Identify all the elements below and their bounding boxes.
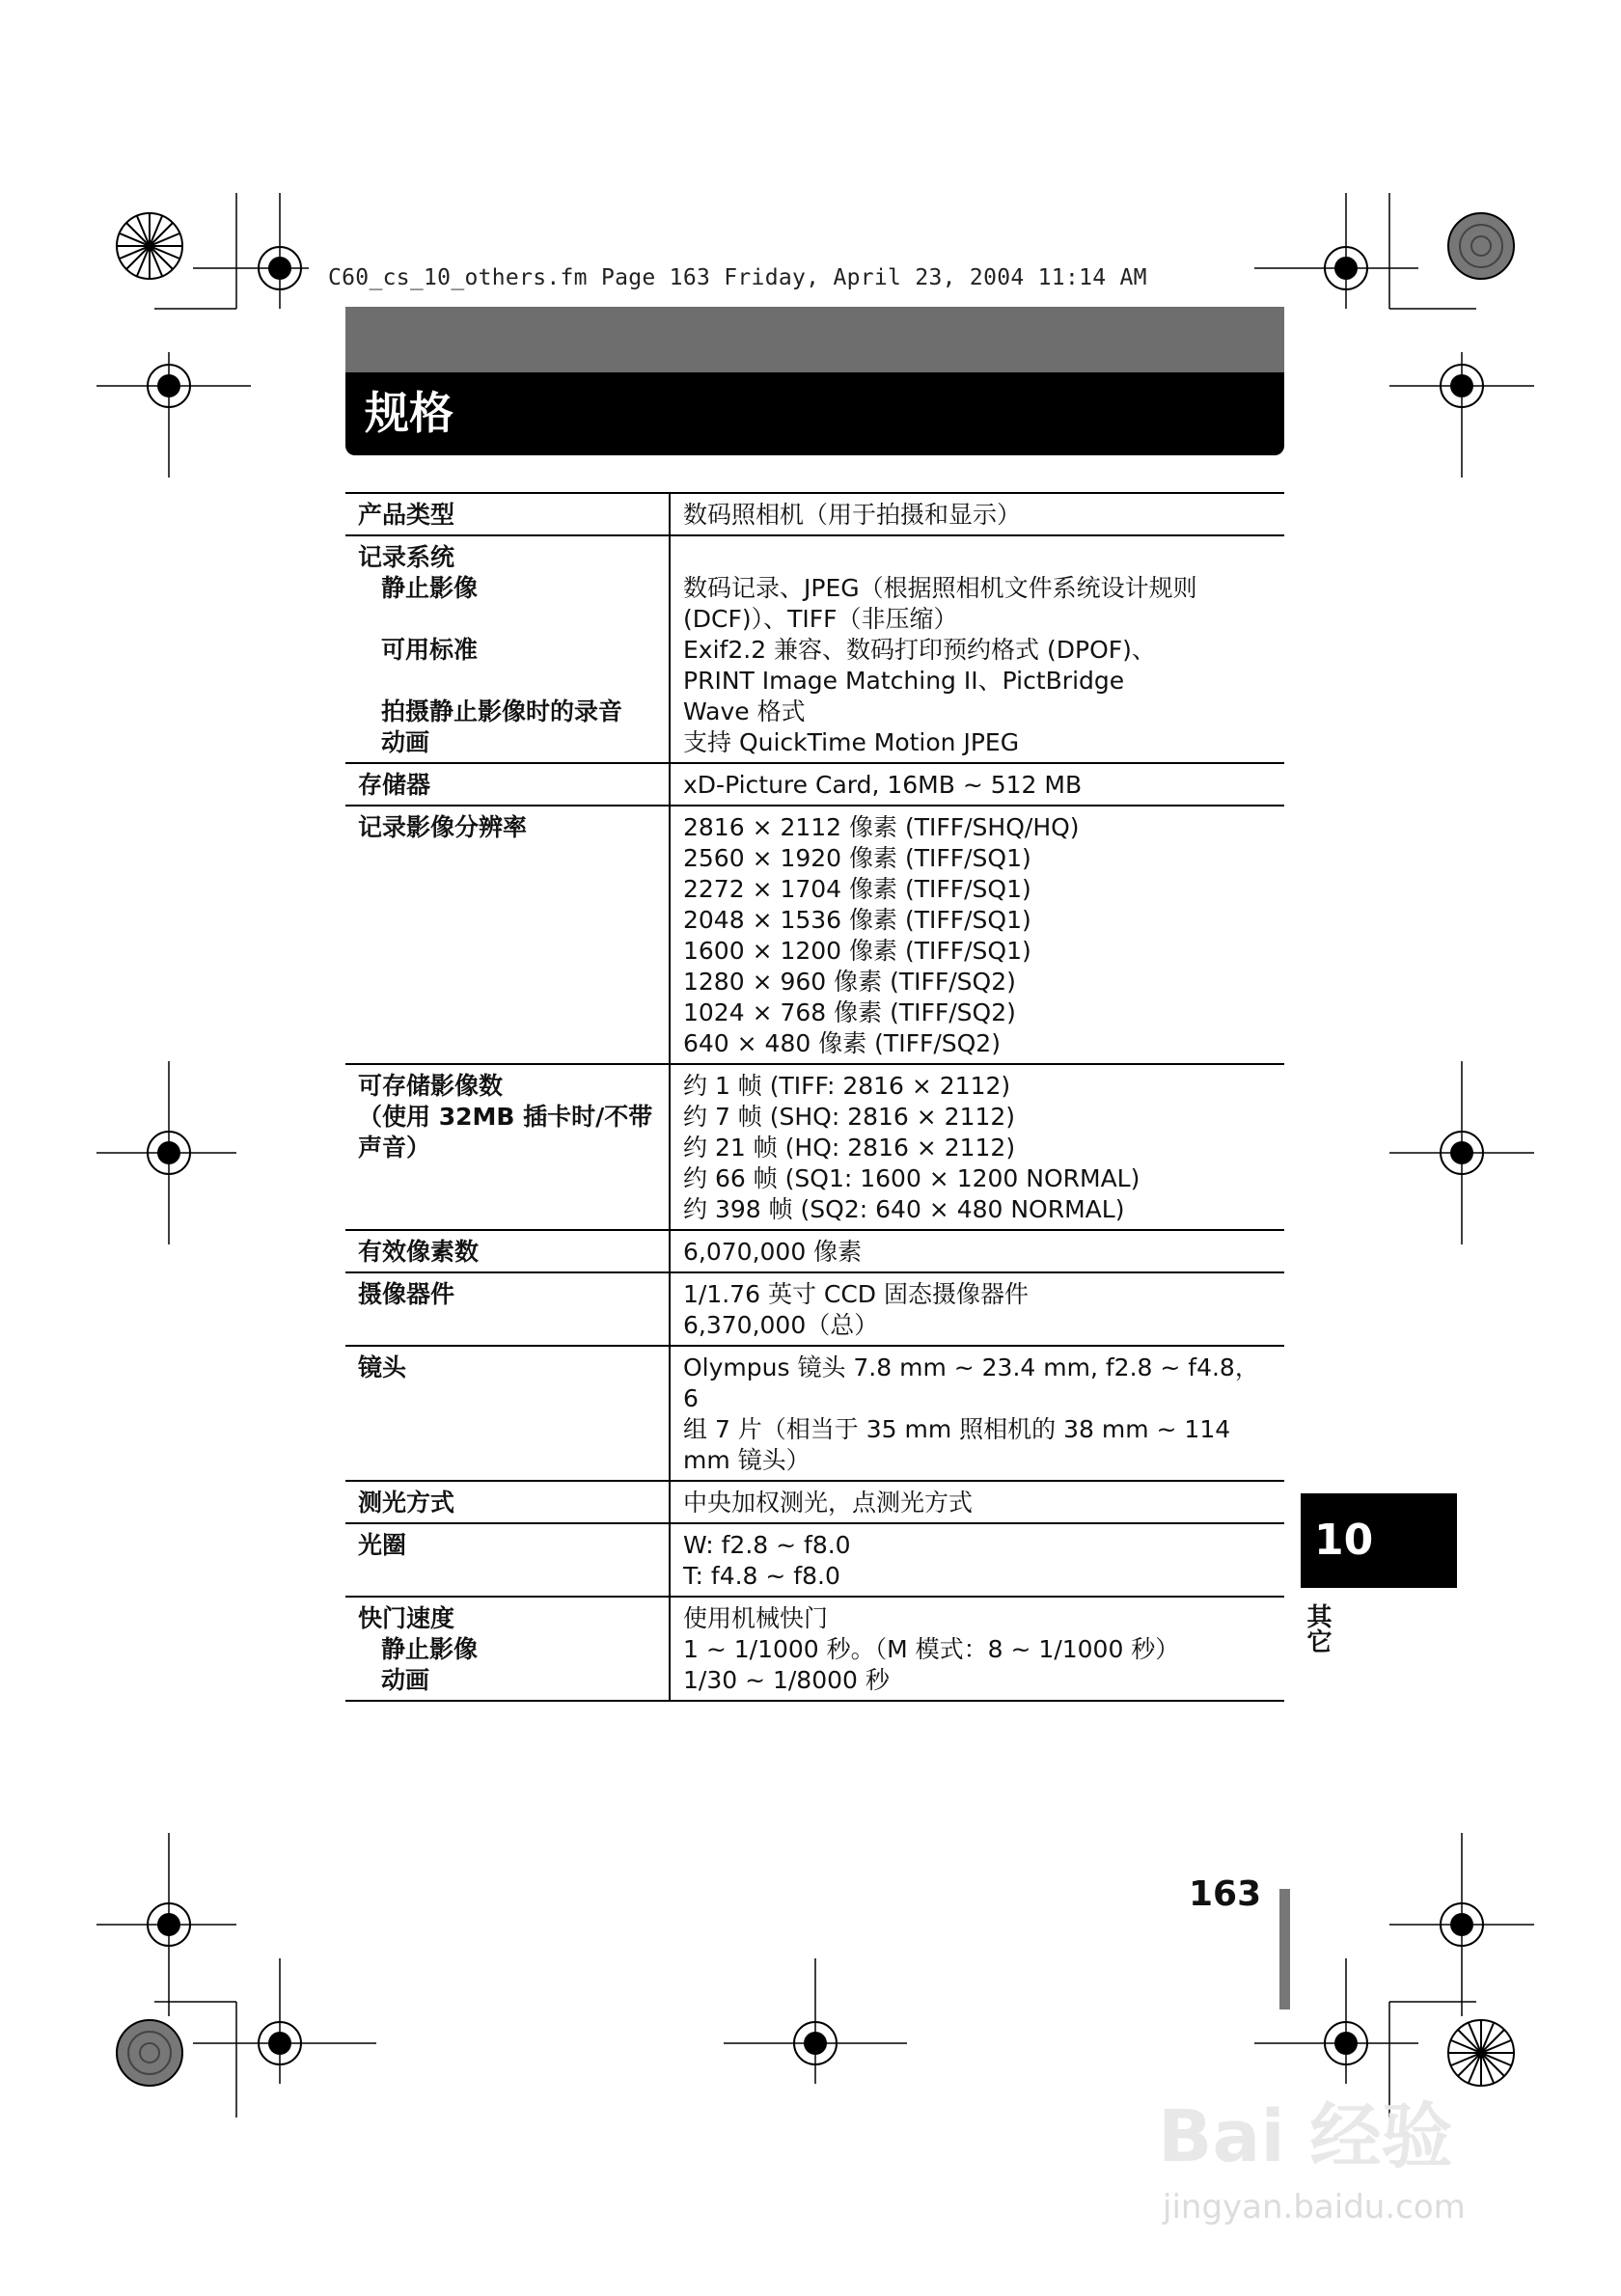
spec-label: 测光方式 [345,1481,670,1523]
spec-label-note: （使用 32MB 插卡时/不带 [358,1103,653,1131]
spec-label: 镜头 [345,1346,670,1481]
spec-value: 约 1 帧 (TIFF: 2816 × 2112) [683,1072,1011,1100]
spec-value: 1280 × 960 像素 (TIFF/SQ2) [683,968,1016,996]
spec-value: 1600 × 1200 像素 (TIFF/SQ1) [683,937,1031,965]
spec-label: 记录系统 [358,543,455,571]
spec-label: 可存储影像数 [358,1072,504,1100]
spec-value: 约 398 帧 (SQ2: 640 × 480 NORMAL) [683,1195,1125,1223]
table-row [345,763,1284,806]
spec-value: 2048 × 1536 像素 (TIFF/SQ1) [683,906,1031,934]
file-header: C60_cs_10_others.fm Page 163 Friday, April 23, 2004 11:14 AM [328,265,1147,290]
spec-value: Exif2.2 兼容、数码打印预约格式 (DPOF)、 [683,636,1156,664]
spec-value: 1024 × 768 像素 (TIFF/SQ2) [683,998,1016,1026]
spec-value: 中央加权测光，点测光方式 [670,1481,1284,1523]
spec-sublabel: 可用标准 [381,636,479,664]
spec-value: PRINT Image Matching II、PictBridge [683,667,1125,695]
table-row [345,1272,1284,1346]
table-row [345,1597,1284,1701]
spec-value: 6,070,000 像素 [670,1230,1284,1272]
spec-label: 产品类型 [345,493,670,535]
chapter-tab: 10 [1301,1493,1457,1588]
table-row [345,535,1284,763]
title-bar-top [345,307,1284,372]
spec-label: 光圈 [345,1523,670,1597]
specs-table [345,492,1284,1702]
spec-value: W: f2.8 ~ f8.0 [683,1531,851,1559]
spec-value: 数码记录、JPEG（根据照相机文件系统设计规则 [683,574,1197,602]
table-row [345,1230,1284,1272]
spec-sublabel: 动画 [381,728,430,756]
spec-value: 约 21 帧 (HQ: 2816 × 2112) [683,1134,1016,1162]
spec-sublabel: 动画 [381,1666,430,1694]
spec-value: Wave 格式 [683,697,806,725]
spec-value: 约 7 帧 (SHQ: 2816 × 2112) [683,1103,1016,1131]
spec-value: 约 66 帧 (SQ1: 1600 × 1200 NORMAL) [683,1164,1140,1192]
page-title: 规格 [365,387,453,439]
spec-value: 1/30 ~ 1/8000 秒 [683,1666,890,1694]
spec-value: 数码照相机（用于拍摄和显示） [670,493,1284,535]
spec-label: 记录影像分辨率 [345,806,670,1064]
spec-value: 6,370,000（总） [683,1311,879,1339]
spec-value: 640 × 480 像素 (TIFF/SQ2) [683,1029,1001,1057]
table-row [345,806,1284,1064]
spec-value: mm 镜头） [683,1446,810,1474]
spec-value: T: f4.8 ~ f8.0 [683,1562,840,1590]
watermark-logo: Bai 经验 [1158,2095,1453,2178]
spec-label: 摄像器件 [345,1272,670,1346]
spec-value: (DCF)）、TIFF（非压缩） [683,605,958,633]
spec-label: 有效像素数 [345,1230,670,1272]
spec-sublabel: 静止影像 [381,1635,479,1663]
spec-value: 组 7 片（相当于 35 mm 照相机的 38 mm ~ 114 [683,1415,1231,1443]
spec-value: 2272 × 1704 像素 (TIFF/SQ1) [683,875,1031,903]
table-row [345,493,1284,535]
watermark-url: jingyan.baidu.com [1163,2188,1466,2227]
spec-sublabel: 静止影像 [381,574,479,602]
table-row [345,1346,1284,1481]
spec-value: 使用机械快门 [683,1604,829,1632]
spec-label: 快门速度 [358,1604,455,1632]
page-number: 163 [1189,1874,1262,1914]
spec-label: 存储器 [345,763,670,806]
page-number-bar [1279,1889,1290,2009]
spec-value: Olympus 镜头 7.8 mm ~ 23.4 mm, f2.8 ~ f4.8，6 [683,1353,1259,1412]
spec-value: 1 ~ 1/1000 秒。（M 模式：8 ~ 1/1000 秒） [683,1635,1180,1663]
spec-value: 支持 QuickTime Motion JPEG [683,728,1020,756]
spec-value: 1/1.76 英寸 CCD 固态摄像器件 [683,1280,1029,1308]
spec-value: 2560 × 1920 像素 (TIFF/SQ1) [683,844,1031,872]
spec-value: 2816 × 2112 像素 (TIFF/SHQ/HQ) [683,813,1080,841]
title-bar [345,372,1284,455]
chapter-label: 其它 [1303,1603,1332,1654]
spec-sublabel: 拍摄静止影像时的录音 [381,697,623,725]
table-row [345,1064,1284,1230]
table-row [345,1481,1284,1523]
table-row [345,1523,1284,1597]
spec-label-note: 声音） [358,1134,431,1162]
spec-value: xD-Picture Card, 16MB ~ 512 MB [670,763,1284,806]
